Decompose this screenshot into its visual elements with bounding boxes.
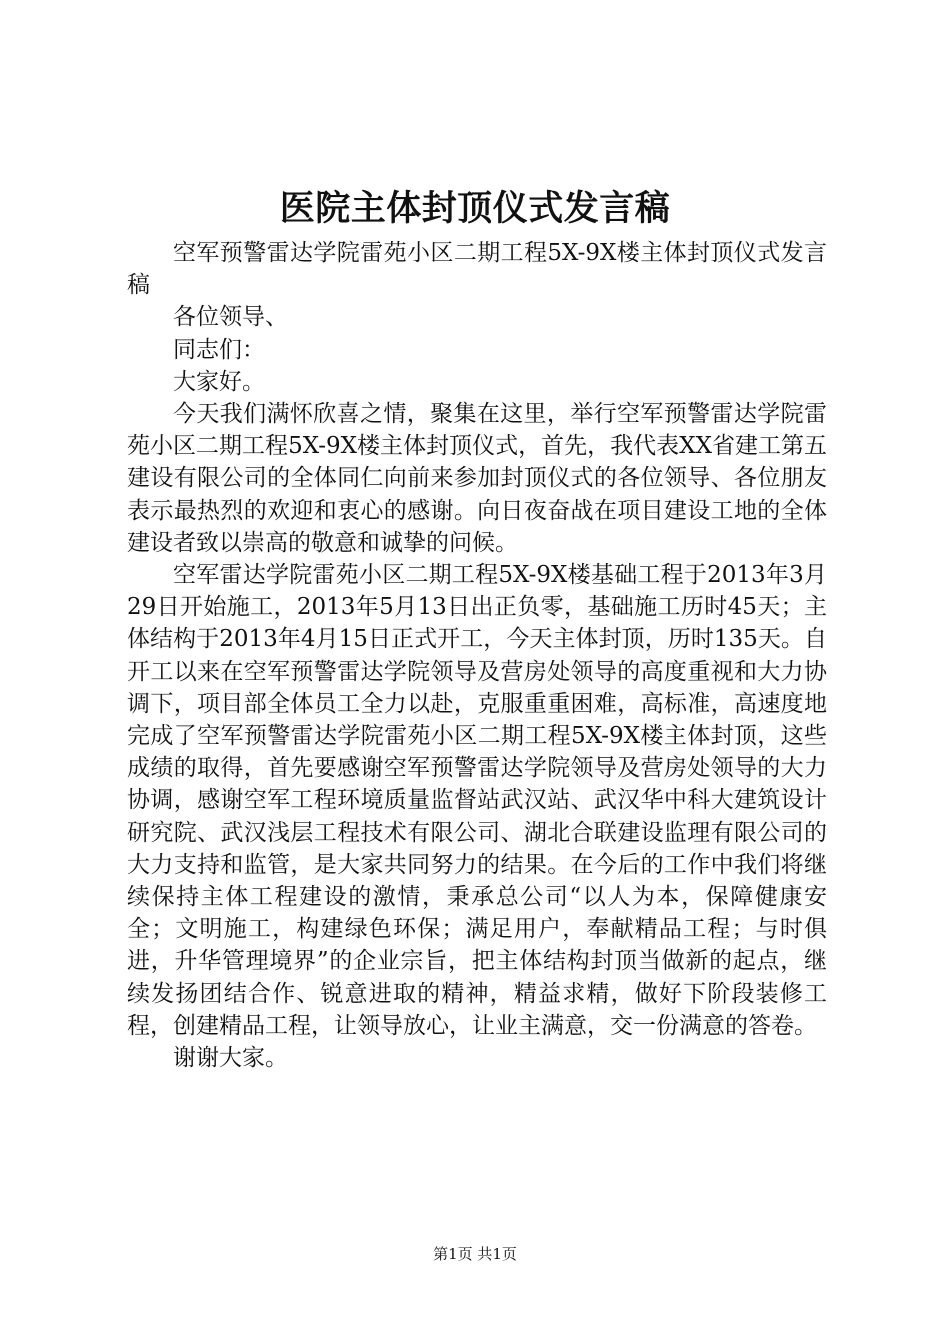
salutation-leaders: 各位领导、 xyxy=(173,304,288,331)
salutation-comrades: 同志们： xyxy=(173,336,265,363)
document-body xyxy=(127,237,827,1074)
speech-heading-paragraph: 空军预警雷达学院雷苑小区二期工程5X-9X楼主体封顶仪式发言稿 xyxy=(127,240,827,299)
project-progress-paragraph: 空军雷达学院雷苑小区二期工程5X-9X楼基础工程于2013年3月29日开始施工，2013年5月13日出正负零，基础施工历时45天；主体结构于2013年4月15日正式开工，今天主体封顶，历时135天。自开工以来在空军预警雷达学院领导及营房处领导的高度重视和大力协调下，项目部全体员工全力以赴，克服重重困难，高标准，高速度地完成了空军预警雷达学院雷苑小区二期工程5X-9X楼主体封顶，这些成绩的取得，首先要感谢空军预警雷达学院领导及营房处领导的大力协调，感谢空军工程环境质量监督站武汉站、武汉华中科大建筑设计研究院、武汉浅层工程技术有限公司、湖北合联建设监理有限公司的大力支持和监管，是大家共同努力的结果。在今后的工作中我们将继续保持主体工程建设的激情，秉承总公司“以人为本，保障健康安全；文明施工，构建绿色环保；满足用户，奉献精品工程；与时俱进，升华管理境界”的企业宗旨，把主体结构封顶当做新的起点，继续发扬团结合作、锐意进取的精神，精益求精，做好下阶段装修工程，创建精品工程，让领导放心，让业主满意，交一份满意的答卷。 xyxy=(127,562,827,1039)
greeting: 大家好。 xyxy=(173,368,265,395)
welcome-paragraph: 今天我们满怀欣喜之情，聚集在这里，举行空军预警雷达学院雷苑小区二期工程5X-9X楼主体封顶仪式，首先，我代表XX省建工第五建设有限公司的全体同仁向前来参加封顶仪式的各位领导、各位朋友表示最热烈的欢迎和衷心的感谢。向日夜奋战在项目建设工地的全体建设者致以崇高的敬意和诚挚的问候。 xyxy=(127,401,827,556)
closing-thanks: 谢谢大家。 xyxy=(173,1045,288,1072)
document-title: 医院主体封顶仪式发言稿 xyxy=(279,188,671,229)
page-footer: 第1页 共1页 xyxy=(433,1245,517,1263)
